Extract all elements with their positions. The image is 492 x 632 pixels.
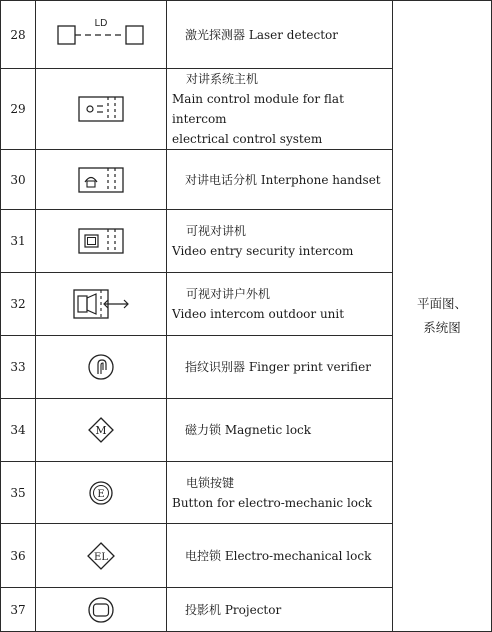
electro-lock-icon [85, 540, 117, 572]
drawing-type [393, 1, 492, 632]
symbol-label: LD [94, 17, 108, 29]
description-zh: 投影机 [185, 602, 222, 617]
description-en: Video entry security intercom [172, 244, 354, 258]
description [167, 588, 393, 632]
description [167, 336, 393, 399]
symbol-label: EL [94, 551, 108, 563]
description-zh: 可视对讲户外机 [186, 287, 271, 301]
description-en-line1: Main control module for flat intercom [172, 92, 344, 126]
description [167, 69, 393, 150]
row-number: 29 [1, 69, 36, 150]
video-intercom-outdoor-icon [72, 287, 130, 321]
description-en: Finger print verifier [248, 360, 371, 374]
description-en-line2: electrical control system [172, 132, 323, 146]
description [167, 399, 393, 462]
description-en: Projector [224, 602, 282, 617]
symbol-label: E [97, 488, 105, 500]
row-number: 37 [1, 588, 36, 632]
row-number: 31 [1, 210, 36, 273]
description-en: Electro-mechanical lock [224, 548, 372, 563]
intercom-main-unit-icon [77, 94, 125, 124]
description-en: Magnetic lock [224, 423, 312, 437]
drawing-type-line1: 平面图、 [416, 296, 467, 311]
row-number: 35 [1, 462, 36, 524]
description-zh: 电锁按键 [186, 475, 235, 490]
projector-icon [86, 595, 116, 625]
description-zh: 指纹识别器 [185, 360, 246, 374]
fingerprint-verifier-icon [86, 352, 116, 382]
magnetic-lock-icon [86, 415, 116, 445]
drawing-type-line2: 系统图 [423, 320, 461, 335]
description-zh: 可视对讲机 [186, 224, 247, 238]
description-zh: 激光探测器 [185, 27, 246, 42]
row-number: 36 [1, 524, 36, 588]
table-row [1, 1, 492, 69]
row-number: 28 [1, 1, 36, 69]
description [167, 1, 393, 69]
description-zh: 对讲系统主机 [186, 72, 259, 86]
description-en: Interphone handset [260, 172, 381, 187]
description-zh: 对讲电话分机 [185, 172, 258, 187]
description [167, 150, 393, 210]
video-intercom-icon [77, 226, 125, 256]
symbol-label: M [95, 424, 107, 437]
description-zh: 电控锁 [185, 548, 222, 563]
row-number: 34 [1, 399, 36, 462]
row-number: 30 [1, 150, 36, 210]
laser-detector-icon [55, 18, 147, 52]
lock-button-icon [86, 478, 116, 508]
description [167, 210, 393, 273]
description [167, 273, 393, 336]
row-number: 33 [1, 336, 36, 399]
interphone-handset-icon [77, 165, 125, 195]
description-en: Button for electro-mechanic lock [172, 495, 373, 510]
description-en: Laser detector [248, 27, 338, 42]
row-number: 32 [1, 273, 36, 336]
description [167, 462, 393, 524]
description-en: Video intercom outdoor unit [172, 307, 345, 321]
description [167, 524, 393, 588]
description-zh: 磁力锁 [185, 423, 222, 437]
